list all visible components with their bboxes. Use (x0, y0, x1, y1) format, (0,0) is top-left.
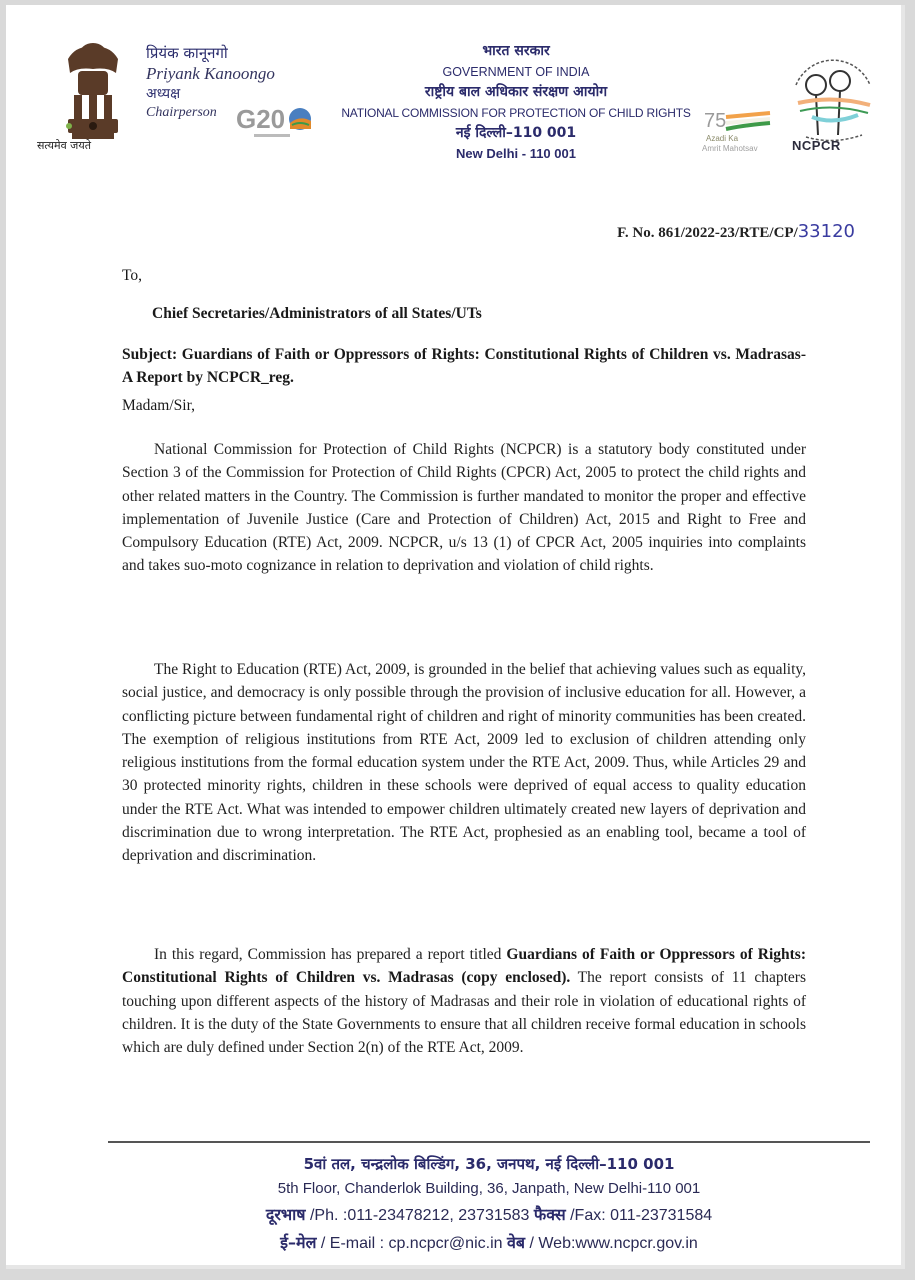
report-title: Guardians of Faith or Oppressors of Rights: Constitutional Rights of Children vs. Madrasas (copy enclosed). (122, 946, 807, 987)
azadi-ka-amrit-mahotsav-logo-icon (700, 105, 780, 155)
address-english: 5th Floor, Chanderlok Building, 36, Janpath, New Delhi-110 001 (277, 1180, 701, 1197)
addressee: Chief Secretaries/Administrators of all States/UTs (152, 305, 482, 322)
paragraph-report-body: The report consists of 11 chapters touching upon different aspects of the history of Madrasas and their role in violation of educational rights of children. It is the duty of the State Governments to ensure that all children receive formal education in schools which are duly defined under Section 2(n) of the RTE Act, 2009. (122, 969, 806, 1057)
paragraph-rte-act: The Right to Education (RTE) Act, 2009, is grounded in the belief that achieving values such as equality, social justice, and democracy is only possible through the provision of inclusive education for all. However, a conflicting picture between fundamental right of children and right of minority communities has been created. The exemption of religious institutions from RTE Act, 2009 led to exclusion of children attending only religious institutions from the formal education system under the RTE Act, 2009. Thus, while Articles 29 and 30 protected minority rights, children in these schools were deprived of equal access to quality education under the RTE Act. What was intended to empower children ultimately created new layers of deprivation and discrimination due to wrong interpretation. The RTE Act, prophesied as an enabling tool, became a tool of deprivation and discrimination. (122, 661, 806, 865)
ncpcr-logo-label: NCPCR (792, 138, 841, 153)
address-hindi: 5वां तल, चन्द्रलोक बिल्डिंग, 36, जनपथ, नई दिल्ली–110 001 (303, 1155, 675, 1173)
paragraph-report-intro: In this regard, Commission has prepared a report titled (154, 946, 507, 963)
letter-page (6, 5, 905, 1269)
svg-text:Amrit Mahotsav: Amrit Mahotsav (702, 144, 758, 153)
letterhead-footer (108, 1151, 870, 1257)
commission-english: NATIONAL COMMISSION FOR PROTECTION OF CHILD RIGHTS (341, 106, 691, 120)
fax-label-hindi: फैक्स (533, 1205, 566, 1224)
chairperson-title-hindi: अध्यक्ष (146, 86, 181, 102)
g20-logo-text: G20 (236, 104, 286, 134)
svg-text:75: 75 (704, 110, 727, 132)
svg-text:Azadi Ka: Azadi Ka (706, 134, 739, 143)
phone-numbers: /Ph. :011-23478212, 23731583 (305, 1207, 534, 1224)
organization-header (306, 41, 726, 164)
subject-line: Subject: Guardians of Faith or Oppressors of Rights: Constitutional Rights of Children vs. Madrasas- A Report by NCPCR_reg. (122, 346, 806, 386)
chairperson-title: Chairperson (146, 105, 217, 120)
chairperson-name: Priyank Kanoongo (146, 64, 275, 83)
file-number (617, 221, 855, 242)
paragraph-ncpcr-mandate: National Commission for Protection of Child Rights (NCPCR) is a statutory body constituted under Section 3 of the Commission for Protection of Child Rights (CPCR) Act, 2005 to protect the child rights and other related matters in the Country. The Commission is further mandated to monitor the proper and effective implementation of Juvenile Justice (Care and Protection of Children) Act, 2015 and Right to Free and Compulsory Education (RTE) Act, 2009. NCPCR, u/s 13 (1) of CPCR Act, 2005 inquiries into complaints and takes suo-moto cognizance in relation to deprivation and violation of child rights. (122, 441, 806, 575)
footer-divider (108, 1141, 870, 1143)
emblem-motto: सत्यमेव जयते (36, 139, 91, 152)
phone-label-hindi: दूरभाष (265, 1205, 306, 1224)
website: / Web:www.ncpcr.gov.in (525, 1235, 698, 1252)
paragraph-report (122, 943, 806, 1059)
g20-logo-icon (234, 101, 316, 141)
email-label-hindi: ई–मेल (280, 1233, 317, 1252)
city-english: New Delhi - 110 001 (456, 146, 576, 161)
file-number-handwritten: 33120 (797, 221, 855, 242)
email-address: / E-mail : cp.ncpcr@nic.in (316, 1235, 507, 1252)
web-label-hindi: वेब (506, 1233, 526, 1252)
salutation: Madam/Sir, (122, 397, 195, 414)
government-hindi: भारत सरकार (482, 43, 550, 59)
city-hindi: नई दिल्ली–110 001 (455, 125, 577, 141)
chairperson-name-hindi: प्रियंक कानूनगो (146, 44, 228, 62)
fax-number: /Fax: 011-23731584 (565, 1207, 713, 1224)
phone-fax-line (108, 1201, 870, 1229)
commission-hindi: राष्ट्रीय बाल अधिकार संरक्षण आयोग (424, 84, 608, 100)
government-english: GOVERNMENT OF INDIA (442, 65, 590, 79)
email-web-line (108, 1229, 870, 1257)
to-label: To, (122, 267, 143, 284)
file-number-printed: F. No. 861/2022-23/RTE/CP/ (617, 225, 798, 241)
